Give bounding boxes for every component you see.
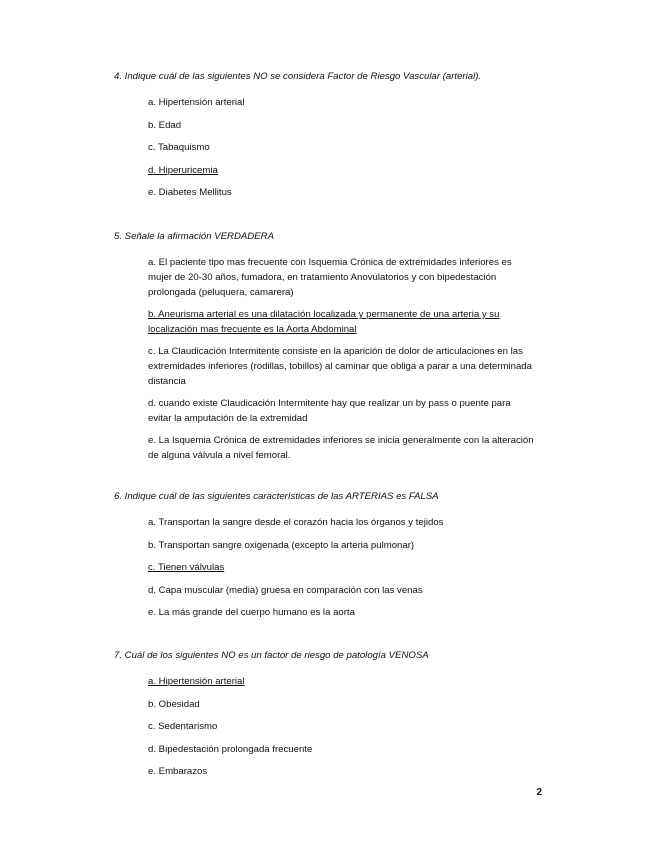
option-c: [148, 719, 534, 734]
option-text: a. El paciente tipo mas frecuente con Isquemia Crónica de extremidades inferiores es mujer de 20-30 años, fumadora, en tratamiento Anovulatorios y con bipedestación prolongada (peluquera, camarera): [148, 257, 512, 298]
options-list: [114, 674, 534, 779]
option-a: [148, 95, 534, 110]
option-d: [148, 396, 534, 426]
option-c: [148, 140, 534, 155]
question-title: 7. Cuál de los siguientes NO es un factor de riesgo de patología VENOSA: [114, 650, 429, 661]
option-a: [148, 515, 534, 530]
option-text: b. Transportan sangre oxigenada (excepto la arteria pulmonar): [148, 539, 415, 551]
page-number: 2: [536, 787, 542, 798]
option-text: e. Diabetes Mellitus: [148, 187, 232, 198]
option-text: d. Bipedestación prolongada frecuente: [148, 743, 313, 755]
option-e: [148, 764, 534, 779]
question-title: 4. Indique cuál de las siguientes NO se considera Factor de Riesgo Vascular (arterial).: [114, 71, 482, 82]
option-text: b. Obesidad: [148, 698, 200, 710]
option-d: [148, 742, 534, 757]
question-5: [114, 231, 534, 463]
option-e: [148, 433, 534, 463]
option-b: [148, 697, 534, 712]
option-text: c. Tienen válvulas: [148, 562, 225, 573]
option-d: [148, 583, 534, 598]
question-title: 5. Señale la afirmación VERDADERA: [114, 231, 274, 242]
option-d-correct: [148, 163, 534, 178]
option-c: [148, 344, 534, 389]
option-text: d. cuando existe Claudicación Intermitente hay que realizar un by pass o puente para evitar la amputación de la extremidad: [148, 398, 511, 424]
option-text: a. Transportan la sangre desde el corazón hacia los órganos y tejidos: [148, 517, 444, 528]
options-list: [114, 95, 534, 200]
question-7: [114, 650, 534, 779]
question-4: [114, 71, 534, 200]
option-b: [148, 118, 534, 133]
option-e: [148, 605, 534, 620]
option-a-correct: [148, 674, 534, 689]
option-b-correct: [148, 307, 534, 337]
options-list: [114, 515, 534, 620]
option-b: [148, 538, 534, 553]
option-c-correct: [148, 560, 534, 575]
option-text: a. Hipertensión arterial: [148, 676, 245, 687]
option-e: [148, 185, 534, 200]
option-text: c. Tabaquismo: [148, 142, 210, 153]
option-text: a. Hipertensión arterial: [148, 97, 245, 108]
option-text: b. Edad: [148, 119, 182, 131]
option-text: e. La más grande del cuerpo humano es la aorta: [148, 607, 355, 618]
option-text: e. Embarazos: [148, 766, 208, 777]
options-list: [114, 255, 534, 463]
option-text: d. Capa muscular (media) gruesa en comparación con las venas: [148, 584, 423, 596]
option-a: [148, 255, 534, 300]
option-text: e. La Isquemia Crónica de extremidades inferiores se inicia generalmente con la alteración de alguna válvula a nivel femoral.: [148, 435, 534, 461]
option-text: c. La Claudicación Intermitente consiste en la aparición de dolor de articulaciones en las extremidades inferiores (rodillas, tobillos) al caminar que obliga a parar a una determinada distancia: [148, 346, 532, 387]
option-text: b. Aneurisma arterial es una dilatación localizada y permanente de una arteria y su localización mas frecuente es la Aorta Abdominal: [148, 309, 500, 335]
question-title: 6. Indique cuál de las siguientes características de las ARTERIAS es FALSA: [114, 491, 439, 502]
question-6: [114, 491, 534, 620]
option-text: c. Sedentarismo: [148, 721, 218, 732]
option-text: d. Hiperuricemia: [148, 164, 218, 176]
